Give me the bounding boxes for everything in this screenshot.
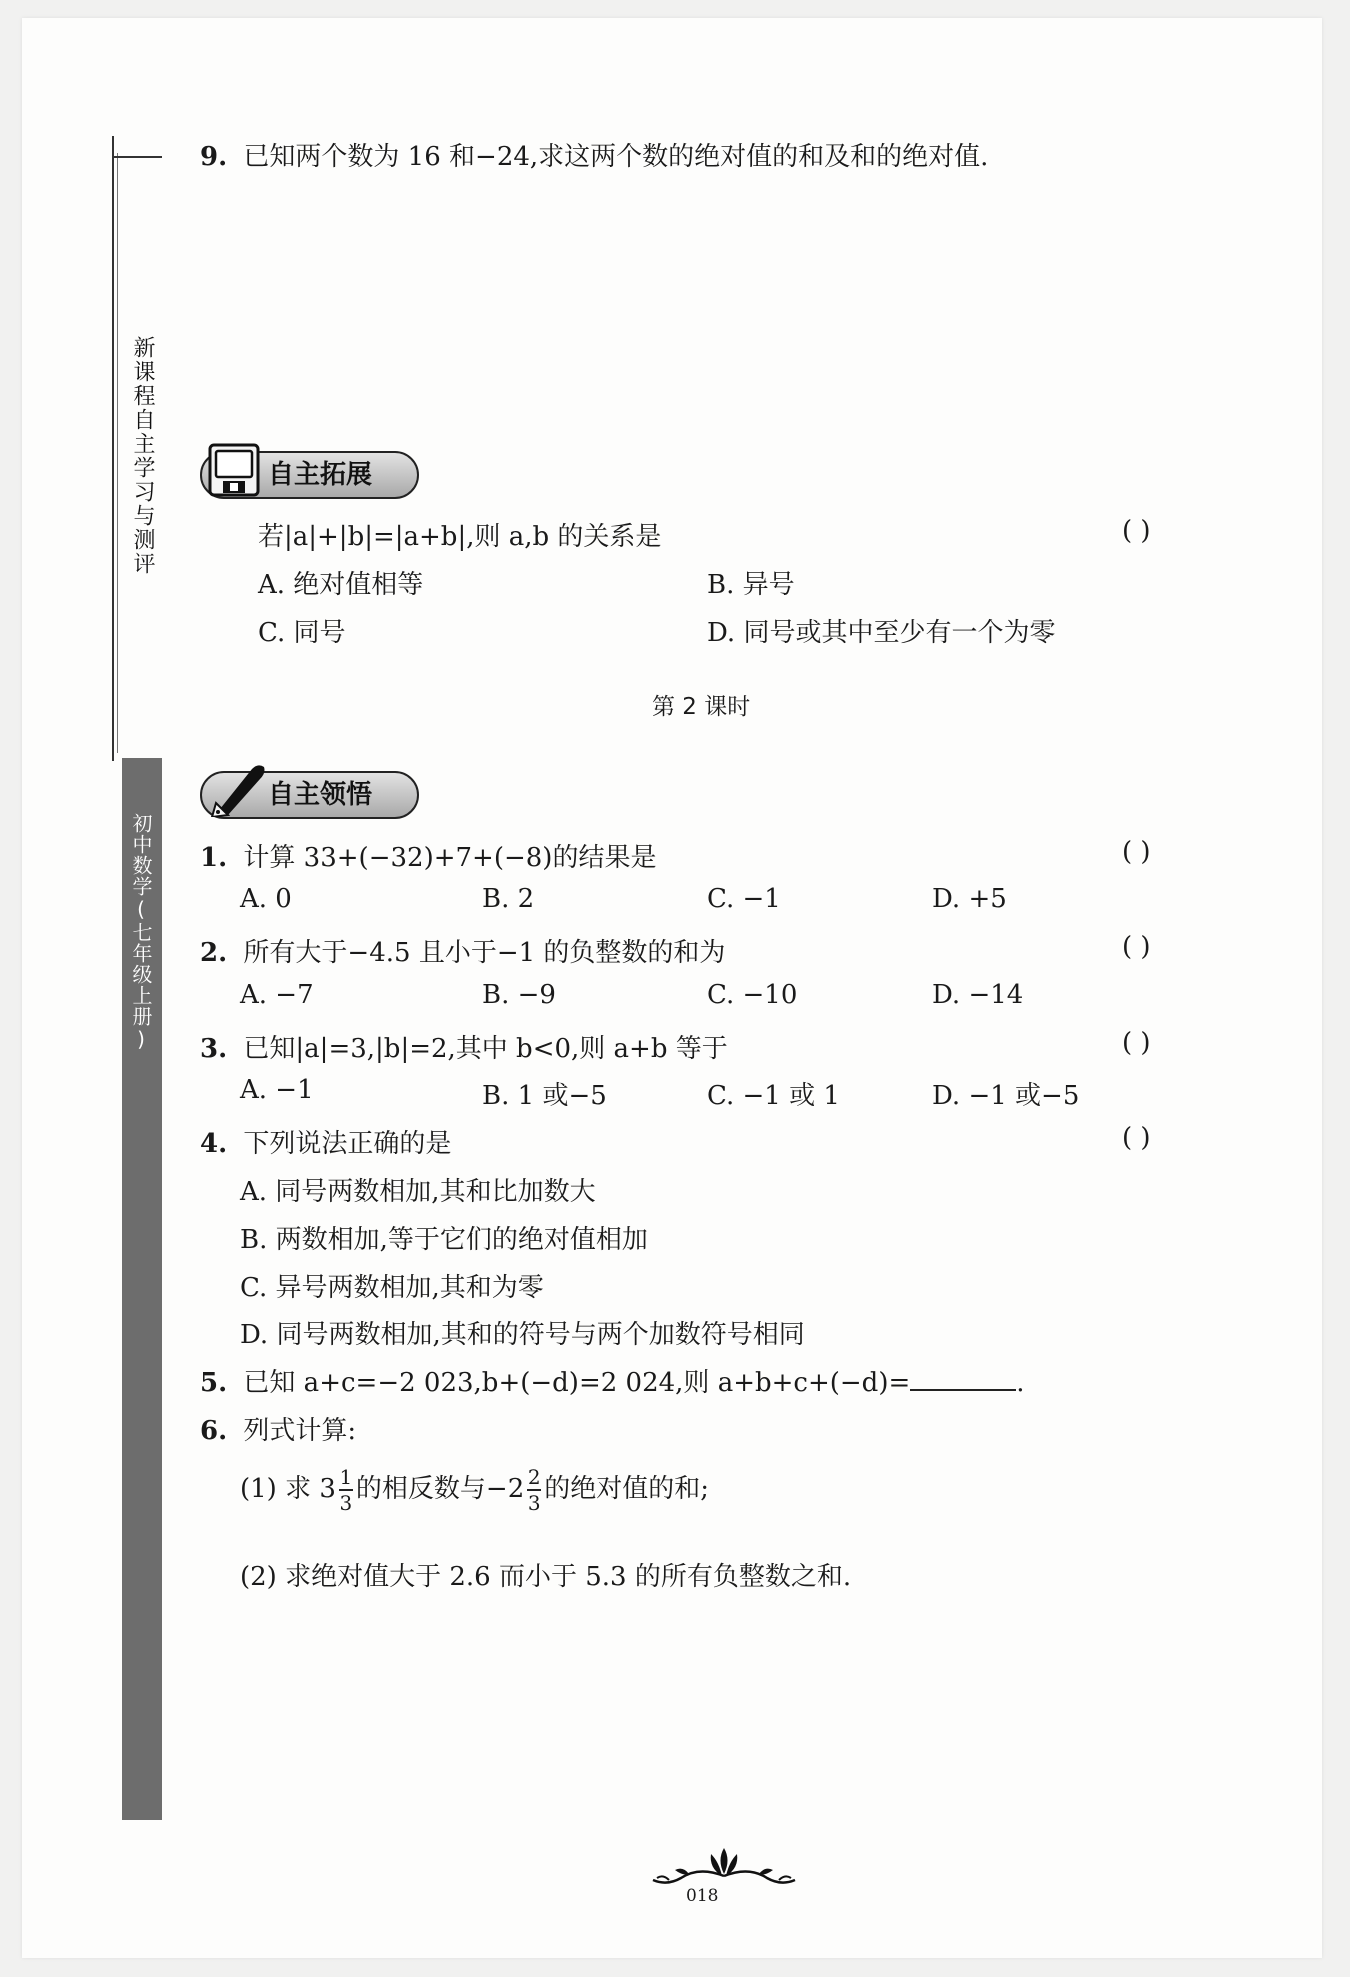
answer-paren: ( ): [1122, 837, 1151, 867]
numerator: 1: [339, 1465, 353, 1489]
answer-paren: ( ): [1122, 1028, 1151, 1058]
option-c: C. 同号: [258, 618, 346, 648]
numerator: 2: [527, 1465, 541, 1489]
extension-question: 若|a|+|b|=|a+b|,则 a,b 的关系是: [258, 522, 662, 552]
answer-paren: ( ): [1122, 932, 1151, 962]
section-title: 自主拓展: [268, 460, 373, 490]
option-a: A. 同号两数相加,其和比加数大: [240, 1177, 596, 1207]
option-b: B. 2: [482, 884, 535, 914]
question-number: 3.: [200, 1034, 228, 1064]
page-number: 018: [686, 1886, 719, 1906]
option-a: A. 0: [240, 884, 292, 914]
question-3: [200, 1028, 728, 1065]
subject-label: 初中数学(七年级上册): [129, 813, 153, 1052]
question-number: 9.: [200, 142, 228, 172]
question-2: [200, 932, 725, 969]
sub-text: 的绝对值的和;: [544, 1474, 709, 1504]
option-b: B. −9: [482, 980, 556, 1010]
question-text: 计算 33+(−32)+7+(−8)的结果是: [243, 843, 657, 873]
sub-question-1: [240, 1466, 709, 1514]
question-1: [200, 837, 656, 874]
question-4: [200, 1123, 451, 1160]
answer-blank[interactable]: [910, 1365, 1016, 1391]
question-text: 下列说法正确的是: [243, 1129, 452, 1159]
option-d: D. 同号两数相加,其和的符号与两个加数符号相同: [240, 1320, 805, 1350]
fraction: [339, 1466, 353, 1514]
option-a: A. −7: [240, 980, 314, 1010]
sub-text: 的相反数与−2: [355, 1474, 525, 1504]
option-c: C. −10: [707, 980, 798, 1010]
lesson-title: 第 2 课时: [652, 694, 751, 720]
option-b: B. 异号: [707, 570, 795, 600]
question-text: 已知 a+c=−2 023,b+(−d)=2 024,则 a+b+c+(−d)=: [243, 1368, 911, 1398]
worksheet-page: [22, 18, 1322, 1958]
option-d: D. 同号或其中至少有一个为零: [707, 618, 1056, 648]
answer-paren: ( ): [1122, 1123, 1151, 1153]
question-number: 2.: [200, 938, 228, 968]
question-text: 已知两个数为 16 和−24,求这两个数的绝对值的和及和的绝对值.: [243, 142, 989, 172]
option-d: D. −1 或−5: [932, 1081, 1080, 1111]
question-number: 5.: [200, 1368, 228, 1398]
question-number: 6.: [200, 1416, 228, 1446]
question-9: [200, 136, 988, 173]
question-text: 列式计算:: [243, 1416, 357, 1446]
question-text: 已知|a|=3,|b|=2,其中 b<0,则 a+b 等于: [243, 1034, 728, 1064]
option-c: C. −1 或 1: [707, 1081, 840, 1111]
question-text: 所有大于−4.5 且小于−1 的负整数的和为: [243, 938, 726, 968]
question-number: 4.: [200, 1129, 228, 1159]
section-badge-comprehension: [200, 771, 419, 819]
option-b: B. 两数相加,等于它们的绝对值相加: [240, 1225, 648, 1255]
book-title: 新课程自主学习与测评: [130, 336, 155, 576]
question-number: 1.: [200, 843, 228, 873]
sub-question-2: (2) 求绝对值大于 2.6 而小于 5.3 的所有负整数之和.: [240, 1562, 852, 1592]
question-end: .: [1016, 1368, 1025, 1398]
section-title: 自主领悟: [268, 780, 373, 810]
sidebar-rule-inner: [117, 153, 118, 753]
question-5: [200, 1362, 1025, 1399]
pen-icon: [206, 759, 270, 817]
option-a: A. 绝对值相等: [258, 570, 424, 600]
ornament-icon: [649, 1844, 799, 1892]
section-badge-extension: [200, 451, 419, 499]
sidebar-rule: [112, 136, 114, 761]
notebook-icon: [206, 441, 266, 499]
option-d: D. +5: [932, 884, 1007, 914]
sidebar-rule-top: [112, 156, 162, 158]
option-b: B. 1 或−5: [482, 1081, 607, 1111]
option-a: A. −1: [240, 1075, 314, 1105]
option-c: C. −1: [707, 884, 781, 914]
denominator: 3: [527, 1491, 541, 1515]
option-d: D. −14: [932, 980, 1024, 1010]
fraction: [527, 1466, 541, 1514]
denominator: 3: [339, 1491, 353, 1515]
question-6: [200, 1410, 356, 1447]
answer-paren: ( ): [1122, 516, 1151, 546]
sub-text: (1) 求 3: [240, 1474, 336, 1504]
option-c: C. 异号两数相加,其和为零: [240, 1273, 544, 1303]
